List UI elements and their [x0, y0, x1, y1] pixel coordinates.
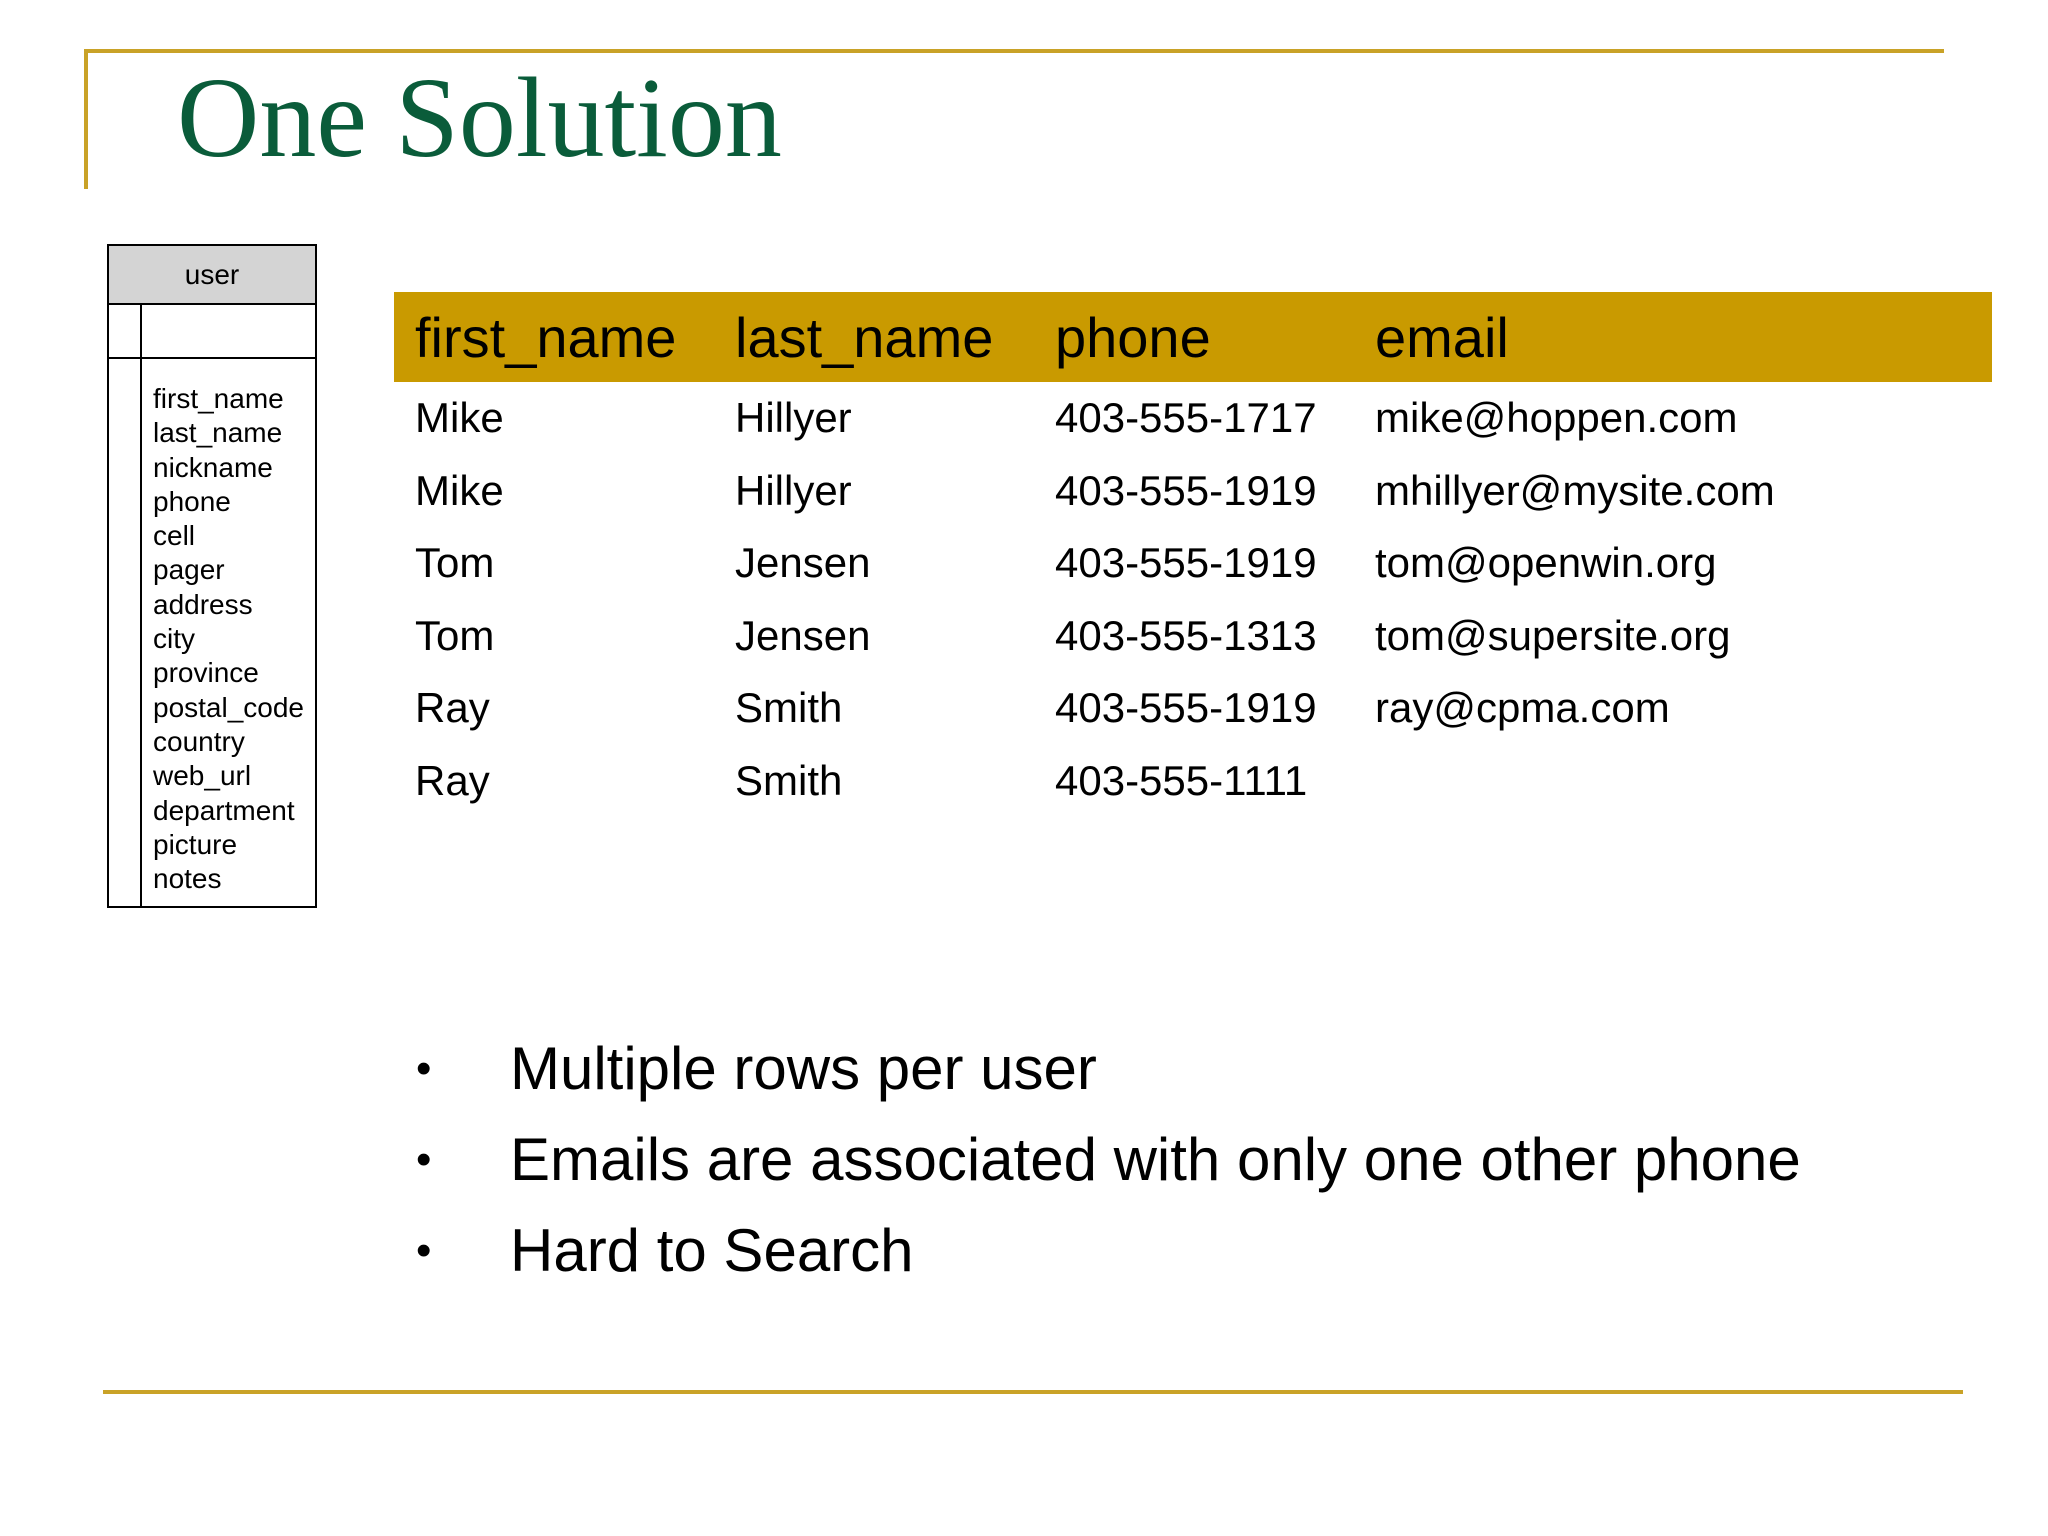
table-row	[394, 672, 1992, 745]
bullet-icon: •	[416, 1134, 432, 1184]
bullet-text: Emails are associated with only one other phone	[510, 1126, 1801, 1193]
entity-name: user	[109, 246, 315, 305]
table-cell: Jensen	[735, 539, 871, 587]
table-cell: 403-555-1111	[1055, 756, 1308, 804]
column-header: last_name	[735, 305, 994, 369]
table-cell: Mike	[415, 394, 504, 442]
entity-field: cell	[153, 520, 196, 552]
table-cell: Smith	[735, 684, 843, 732]
table-cell: Tom	[415, 539, 495, 587]
table-cell: tom@openwin.org	[1375, 539, 1717, 587]
bullet-icon: •	[416, 1043, 432, 1093]
column-header: phone	[1055, 305, 1211, 369]
entity-field: country	[153, 725, 245, 757]
table-cell: 403-555-1717	[1055, 394, 1317, 442]
table-cell: Jensen	[735, 611, 871, 659]
table-cell: mhillyer@mysite.com	[1375, 466, 1775, 514]
entity-field: department	[153, 794, 295, 826]
table-cell: mike@hoppen.com	[1375, 394, 1738, 442]
table-cell: Tom	[415, 611, 495, 659]
table-row	[394, 455, 1992, 528]
table-cell: Smith	[735, 756, 843, 804]
entity-field: address	[153, 588, 253, 620]
table-cell: tom@supersite.org	[1375, 611, 1731, 659]
table-cell: Hillyer	[735, 466, 852, 514]
frame-bottom-line	[103, 1390, 1963, 1394]
entity-field: phone	[153, 485, 231, 517]
table-cell: 403-555-1919	[1055, 466, 1317, 514]
table-row	[394, 745, 1992, 818]
entity-field: first_name	[153, 383, 284, 414]
entity-field: postal_code	[153, 691, 305, 723]
bullet-text: Hard to Search	[510, 1217, 914, 1284]
table-cell: Mike	[415, 466, 504, 514]
entity-field: pager	[153, 554, 225, 586]
table-cell: ray@cpma.com	[1375, 684, 1670, 732]
bullet-item	[410, 1114, 1801, 1205]
table-header-row	[394, 292, 1992, 382]
entity-field: picture	[153, 828, 238, 860]
frame-top-line	[84, 49, 1944, 53]
table-cell: Ray	[415, 756, 490, 804]
frame-left-line	[84, 49, 88, 189]
column-header: first_name	[415, 305, 677, 369]
table-cell: 403-555-1919	[1055, 539, 1317, 587]
slide-title: One Solution	[177, 54, 782, 181]
entity-field: nickname	[153, 451, 273, 483]
bullet-list	[410, 1023, 1801, 1296]
bullet-item	[410, 1205, 1801, 1296]
bullet-text: Multiple rows per user	[510, 1035, 1097, 1102]
entity-field: web_url	[153, 760, 252, 792]
table-cell: Hillyer	[735, 394, 852, 442]
bullet-icon: •	[416, 1225, 432, 1275]
table-cell: 403-555-1313	[1055, 611, 1317, 659]
entity-field: notes	[153, 863, 222, 895]
entity-field: province	[153, 657, 259, 689]
table-row	[394, 527, 1992, 600]
user-entity-box	[107, 244, 317, 908]
bullet-item	[410, 1023, 1801, 1114]
table-cell: 403-555-1919	[1055, 684, 1317, 732]
column-header: email	[1375, 305, 1509, 369]
user-data-table	[394, 292, 1992, 817]
table-row	[394, 382, 1992, 455]
entity-divider	[140, 305, 142, 906]
table-row	[394, 600, 1992, 673]
entity-field-list	[153, 382, 304, 896]
table-cell: Ray	[415, 684, 490, 732]
entity-field: city	[153, 623, 195, 655]
entity-field: last_name	[153, 417, 283, 449]
